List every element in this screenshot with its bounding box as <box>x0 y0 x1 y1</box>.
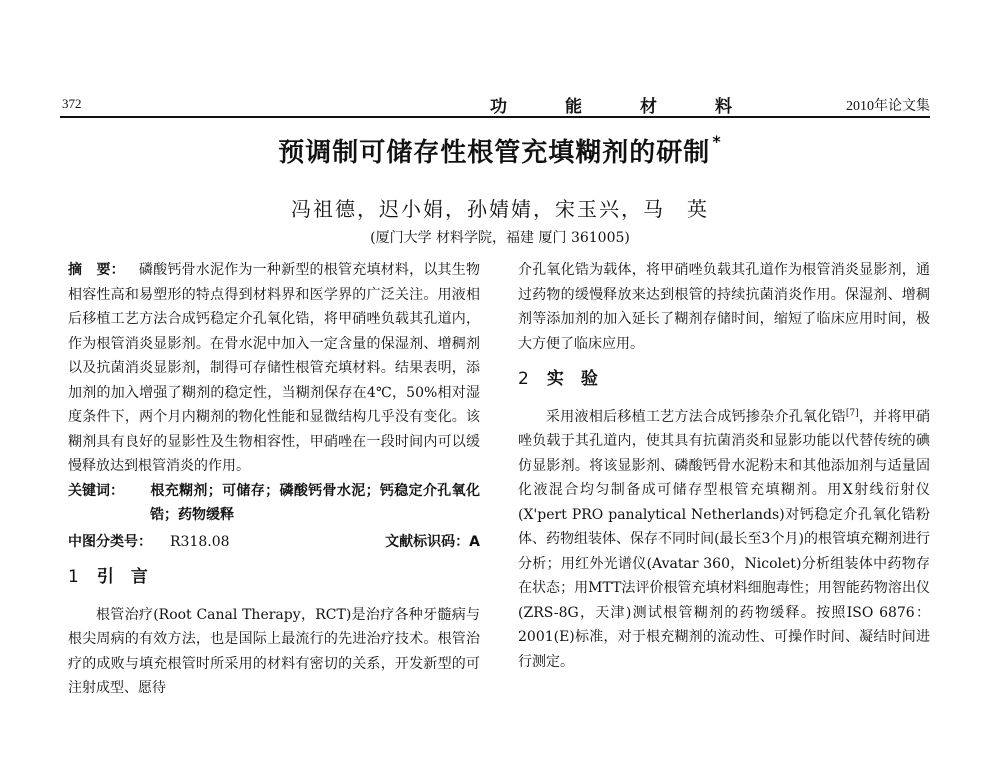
keywords <box>68 479 480 528</box>
keywords-label: 关键词： <box>68 482 124 499</box>
experiment-text-b: ，并将甲硝唑负载于其孔道内，使其具有抗菌消炎和显影功能以代替传统的碘仿显影剂。将该显影剂、磷酸钙骨水泥粉末和其他添加剂与适量固化液混合均匀制备成可储存型根管充填糊剂。用X射线衍射仪(X'pert PRO panalytical Netherlands)对钙稳定介孔氧化锆粉体、药物组装体、保存不同时间(最长至3个月)的根管填充糊剂进行分析；用红外光谱仪(Avatar 360，Nicolet)分析组装体中药物存在状态；用MTT法评价根管充填材料细胞毒性；用智能药物溶出仪(ZRS-8G，天津)测试根管糊剂的药物缓释。按照ISO 6876：2001(E)标准，对于根充糊剂的流动性、可操作时间、凝结时间进行测定。 <box>518 408 931 670</box>
journal-name: 功能材料 <box>490 97 790 117</box>
paper-title-text: 预调制可储存性根管充填糊剂的研制 <box>278 138 711 168</box>
section-heading-experiment <box>518 367 930 392</box>
affiliation: (厦门大学 材料学院，福建 厦门 361005) <box>370 230 630 246</box>
keywords-text: 根充糊剂；可储存；磷酸钙骨水泥；钙稳定介孔氧化锆；药物缓释 <box>150 482 480 523</box>
citation-ref: [7] <box>845 407 859 418</box>
header-rule <box>60 116 930 118</box>
intro-paragraph: 根管治疗(Root Canal Therapy，RCT)是治疗各种牙髓病与根尖周病的有效方法，也是国际上最流行的先进治疗技术。根管治疗的成败与填充根管时所采用的材料有密切的关系，开发新型的可注射成型、愿待 <box>68 606 480 696</box>
left-column <box>68 258 480 701</box>
section-heading-introduction <box>68 565 480 590</box>
experiment-text-a: 采用液相后移植工艺方法合成钙掺杂介孔氧化锆 <box>546 408 846 425</box>
page-number: 372 <box>62 96 82 111</box>
experiment-paragraph <box>518 405 930 675</box>
abstract <box>68 258 480 479</box>
volume-label: 2010年论文集 <box>846 99 930 114</box>
intro-continuation: 介孔氧化锆为载体，将甲硝唑负载其孔道作为根管消炎显影剂，通过药物的缓慢释放来达到根管的持续抗菌消炎作用。保湿剂、增稠剂等添加剂的加入延长了糊剂存储时间，缩短了临床应用时间，极大方便了临床应用。 <box>518 262 930 352</box>
abstract-label: 摘 要： <box>68 262 125 278</box>
doc-value: A <box>469 533 480 550</box>
clc-label: 中图分类号： <box>68 533 152 550</box>
clc-value: R318.08 <box>170 533 230 550</box>
clc-code <box>68 530 230 555</box>
author-list: 冯祖德，迟小娟，孙婧婧，宋玉兴，马 英 <box>291 197 709 221</box>
right-column <box>518 258 930 674</box>
classification-row <box>68 530 480 555</box>
abstract-text: 磷酸钙骨水泥作为一种新型的根管充填材料，以其生物相容性高和易塑形的特点得到材料界和医学界的广泛关注。用液相后移植工艺方法合成钙稳定介孔氧化锆，将甲硝唑负载其孔道内，作为根管消炎显影剂。在骨水泥中加入一定含量的保湿剂、增稠剂以及抗菌消炎显影剂，制得可存储性根管充填材料。结果表明，添加剂的加入增强了糊剂的稳定性，当糊剂保存在4℃，50%相对湿度条件下，两个月内糊剂的物化性能和显微结构几乎没有变化。该糊剂具有良好的显影性及生物相容性，甲硝唑在一段时间内可以缓慢释放达到根管消炎的作用。 <box>68 262 481 474</box>
doc-label: 文献标识码： <box>385 533 470 550</box>
doc-code <box>385 530 480 555</box>
title-footnote-mark: * <box>712 132 722 151</box>
section-number: 1 <box>68 567 79 587</box>
paper-title <box>0 132 1000 169</box>
section-title: 引 言 <box>96 567 148 587</box>
running-header <box>60 92 930 116</box>
section-title: 实 验 <box>546 369 598 389</box>
section-number: 2 <box>518 369 529 389</box>
